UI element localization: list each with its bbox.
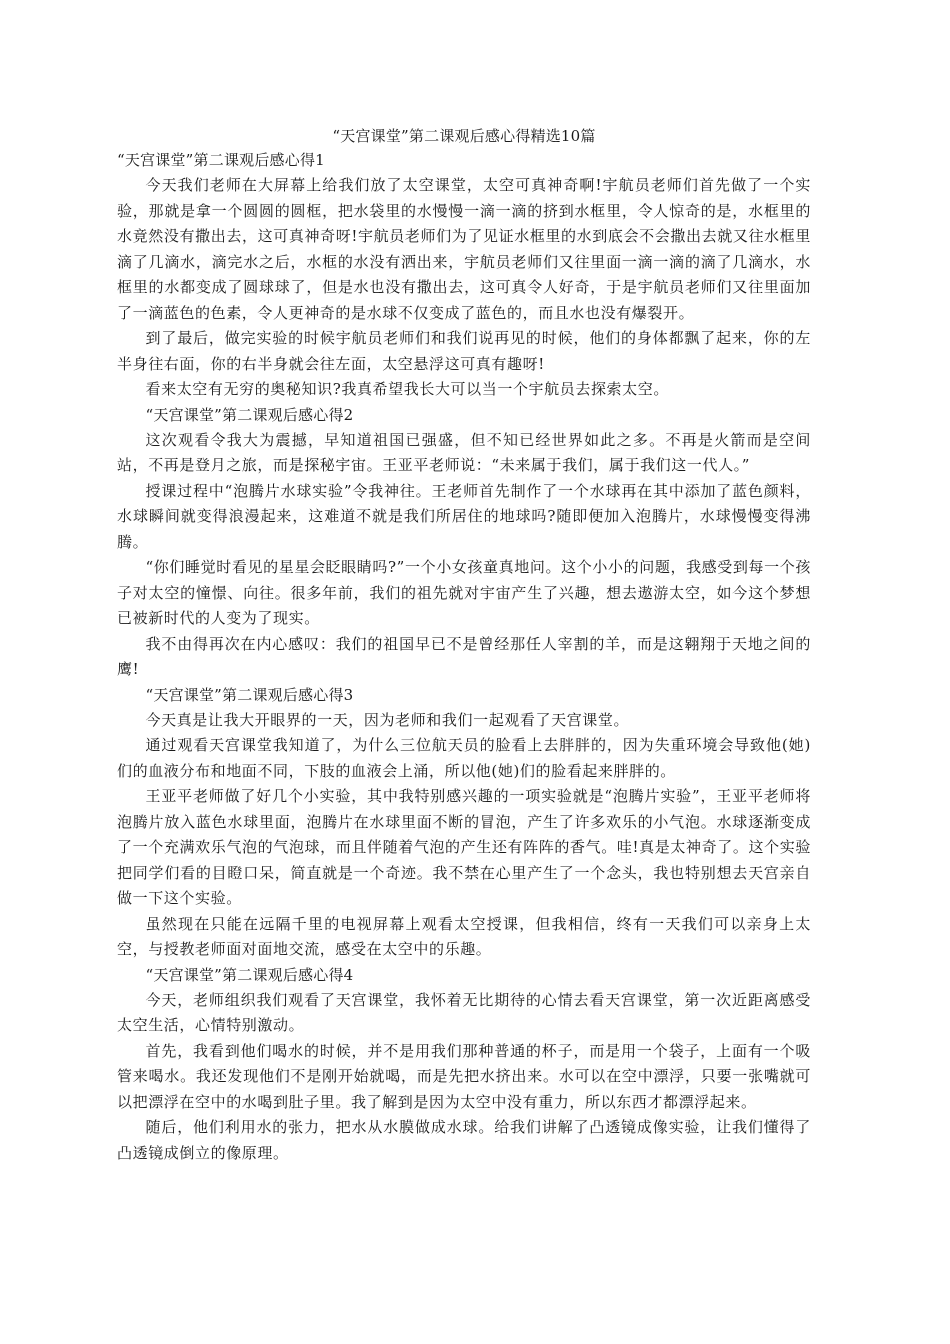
- section-3: [117, 683, 811, 963]
- paragraph: 我不由得再次在内心感叹：我们的祖国早已不是曾经那任人宰割的羊，而是这翱翔于天地之间的鹰!: [117, 634, 811, 678]
- paragraph: “你们睡觉时看见的星星会眨眼睛吗?”一个小女孩童真地问。这个小小的问题，我感受到每一个孩子对太空的憧憬、向往。很多年前，我们的祖先就对宇宙产生了兴趣，想去遨游太空，如今这个梦想已被新时代的人变为了现实。: [117, 558, 811, 627]
- paragraph: 看来太空有无穷的奥秘知识?我真希望我长大可以当一个宇航员去探索太空。: [145, 380, 669, 398]
- section-heading: “天宫课堂”第二课观后感心得2: [145, 405, 354, 424]
- section-4: [117, 963, 811, 1167]
- section-1: [117, 148, 811, 403]
- document-page: [117, 124, 811, 1166]
- paragraph: 授课过程中“泡腾片水球实验”令我神往。王老师首先制作了一个水球再在其中添加了蓝色颜料，水球瞬间就变得浪漫起来，这难道不就是我们所居住的地球吗?随即便加入泡腾片，水球慢慢变得沸腾。: [117, 481, 811, 551]
- section-heading: “天宫课堂”第二课观后感心得4: [145, 965, 354, 984]
- paragraph: 王亚平老师做了好几个小实验，其中我特别感兴趣的一项实验就是“泡腾片实验”，王亚平老师将泡腾片放入蓝色水球里面，泡腾片在水球里面不断的冒泡，产生了许多欢乐的小气泡。水球逐渐变成了一个充满欢乐气泡的气泡球，而且伴随着气泡的产生还有阵阵的香气。哇!真是太神奇了。这个实验把同学们看的目瞪口呆，简直就是一个奇迹。我不禁在心里产生了一个念头，我也特别想去天宫亲自做一下这个实验。: [117, 787, 811, 907]
- section-2: [117, 403, 811, 683]
- paragraph: 到了最后，做完实验的时候宇航员老师们和我们说再见的时候，他们的身体都飘了起来，你的左半身往右面，你的右半身就会往左面，太空悬浮这可真有趣呀!: [117, 329, 811, 373]
- document-title: “天宫课堂”第二课观后感心得精选10篇: [332, 127, 596, 145]
- paragraph: 随后，他们利用水的张力，把水从水膜做成水球。给我们讲解了凸透镜成像实验，让我们懂得了凸透镜成倒立的像原理。: [117, 1118, 811, 1162]
- paragraph: 通过观看天宫课堂我知道了，为什么三位航天员的脸看上去胖胖的，因为失重环境会导致他(她)们的血液分布和地面不同，下肢的血液会上涌，所以他(她)们的脸看起来胖胖的。: [117, 736, 811, 780]
- paragraph: 首先，我看到他们喝水的时候，并不是用我们那种普通的杯子，而是用一个袋子，上面有一个吸管来喝水。我还发现他们不是刚开始就喝，而是先把水挤出来。水可以在空中漂浮，只要一张嘴就可以把漂浮在空中的水喝到肚子里。我了解到是因为太空中没有重力，所以东西才都漂浮起来。: [117, 1041, 811, 1111]
- paragraph: 虽然现在只能在远隔千里的电视屏幕上观看太空授课，但我相信，终有一天我们可以亲身上太空，与授教老师面对面地交流，感受在太空中的乐趣。: [117, 914, 811, 958]
- section-heading: “天宫课堂”第二课观后感心得3: [145, 685, 354, 704]
- paragraph: 今天我们老师在大屏幕上给我们放了太空课堂，太空可真神奇啊!宇航员老师们首先做了一个实验，那就是拿一个圆圆的圆框，把水袋里的水慢慢一滴一滴的挤到水框里，令人惊奇的是，水框里的水竟然没有撒出去，这可真神奇呀!宇航员老师们为了见证水框里的水到底会不会撒出去就又往水框里滴了几滴水，滴完水之后，水框的水没有洒出来，宇航员老师们又往里面一滴一滴的滴了几滴水，水框里的水都变成了圆球球了，但是水也没有撒出去，这可真令人好奇，于是宇航员老师们又往里面加了一滴蓝色的色素，令人更神奇的是水球不仅变成了蓝色的，而且水也没有爆裂开。: [117, 176, 811, 322]
- section-heading: “天宫课堂”第二课观后感心得1: [117, 151, 325, 169]
- paragraph: 今天真是让我大开眼界的一天，因为老师和我们一起观看了天宫课堂。: [145, 710, 630, 729]
- paragraph: 这次观看令我大为震撼，早知道祖国已强盛，但不知已经世界如此之多。不再是火箭而是空间站，不再是登月之旅，而是探秘宇宙。王亚平老师说：“未来属于我们，属于我们这一代人。”: [117, 430, 811, 474]
- paragraph: 今天，老师组织我们观看了天宫课堂，我怀着无比期待的心情去看天宫课堂，第一次近距离感受太空生活，心情特别激动。: [117, 990, 811, 1034]
